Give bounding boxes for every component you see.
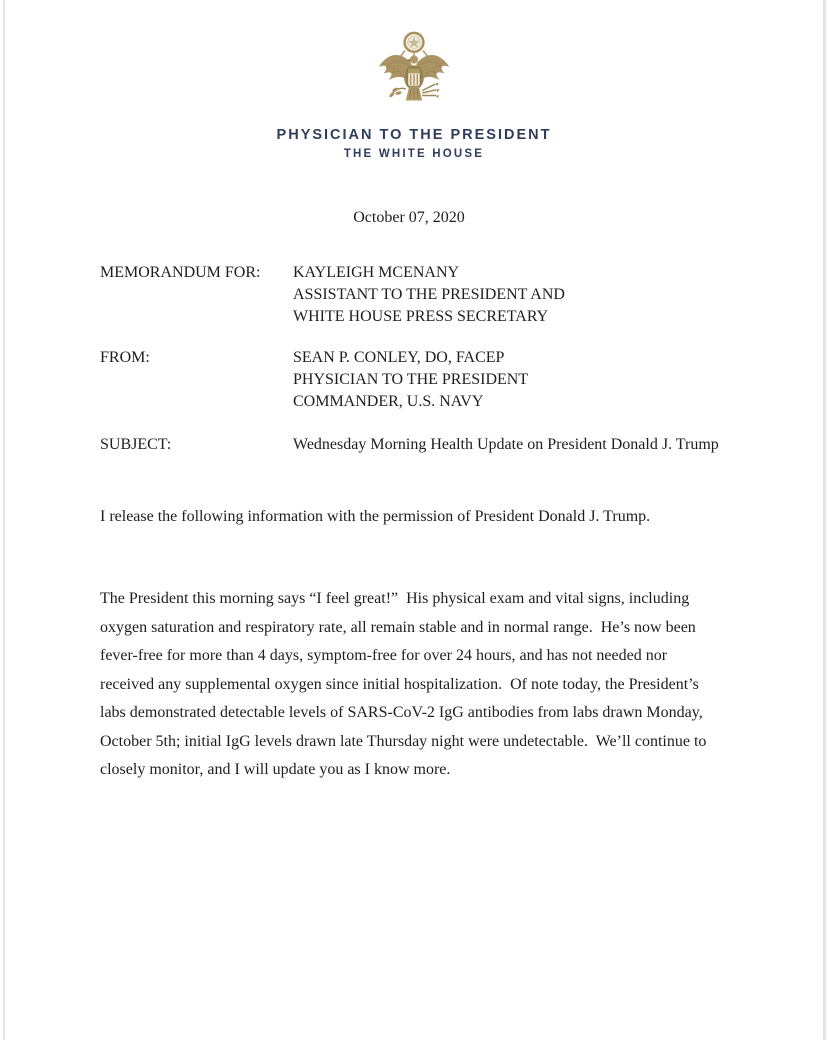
memo-label: SUBJECT: <box>100 436 172 453</box>
text-line: ASSISTANT TO THE PRESIDENT AND <box>293 286 565 303</box>
text-line: WHITE HOUSE PRESS SECRETARY <box>293 308 549 325</box>
letterhead-title: PHYSICIAN TO THE PRESIDENT <box>276 127 552 143</box>
memo-date: October 07, 2020 <box>353 209 465 226</box>
body-paragraph-release: I release the following information with the permission of President Donald J. Trump. <box>100 508 651 525</box>
body-paragraph-health-update <box>100 585 758 785</box>
text-line: October 5th; initial IgG levels drawn late Thursday night were undetectable. We’ll continue to <box>100 732 707 750</box>
memo-row-subject <box>100 434 748 456</box>
presidential-eagle-seal-icon <box>373 30 455 116</box>
text-line: received any supplemental oxygen since initial hospitalization. Of note today, the President’s <box>100 675 699 693</box>
text-line: The President this morning says “I feel great!” His physical exam and vital signs, including <box>100 590 690 607</box>
memo-row-from <box>100 347 748 413</box>
memo-label: FROM: <box>100 349 150 366</box>
text-line: closely monitor, and I will update you as I know more. <box>100 761 451 778</box>
memo-value <box>293 262 748 328</box>
letterhead-subtitle: THE WHITE HOUSE <box>343 148 485 160</box>
text-line: SEAN P. CONLEY, DO, FACEP <box>293 349 505 366</box>
text-line: PHYSICIAN TO THE PRESIDENT <box>293 371 529 388</box>
memo-row-memorandum-for <box>100 262 748 328</box>
memo-value <box>293 434 748 456</box>
text-line: Wednesday Morning Health Update on President Donald J. Trump <box>293 436 719 453</box>
letterhead <box>0 30 828 160</box>
text-line: labs demonstrated detectable levels of SARS-CoV-2 IgG antibodies from labs drawn Monday, <box>100 704 703 721</box>
text-line: fever-free for more than 4 days, symptom-free for over 24 hours, and has not needed nor <box>100 647 668 664</box>
memo-header-block <box>100 262 748 456</box>
text-line: oxygen saturation and respiratory rate, all remain stable and in normal range. He’s now been <box>100 618 696 636</box>
text-line: COMMANDER, U.S. NAVY <box>293 393 484 410</box>
text-line: KAYLEIGH MCENANY <box>293 264 460 281</box>
memo-value <box>293 347 748 413</box>
memo-label: MEMORANDUM FOR: <box>100 264 261 281</box>
